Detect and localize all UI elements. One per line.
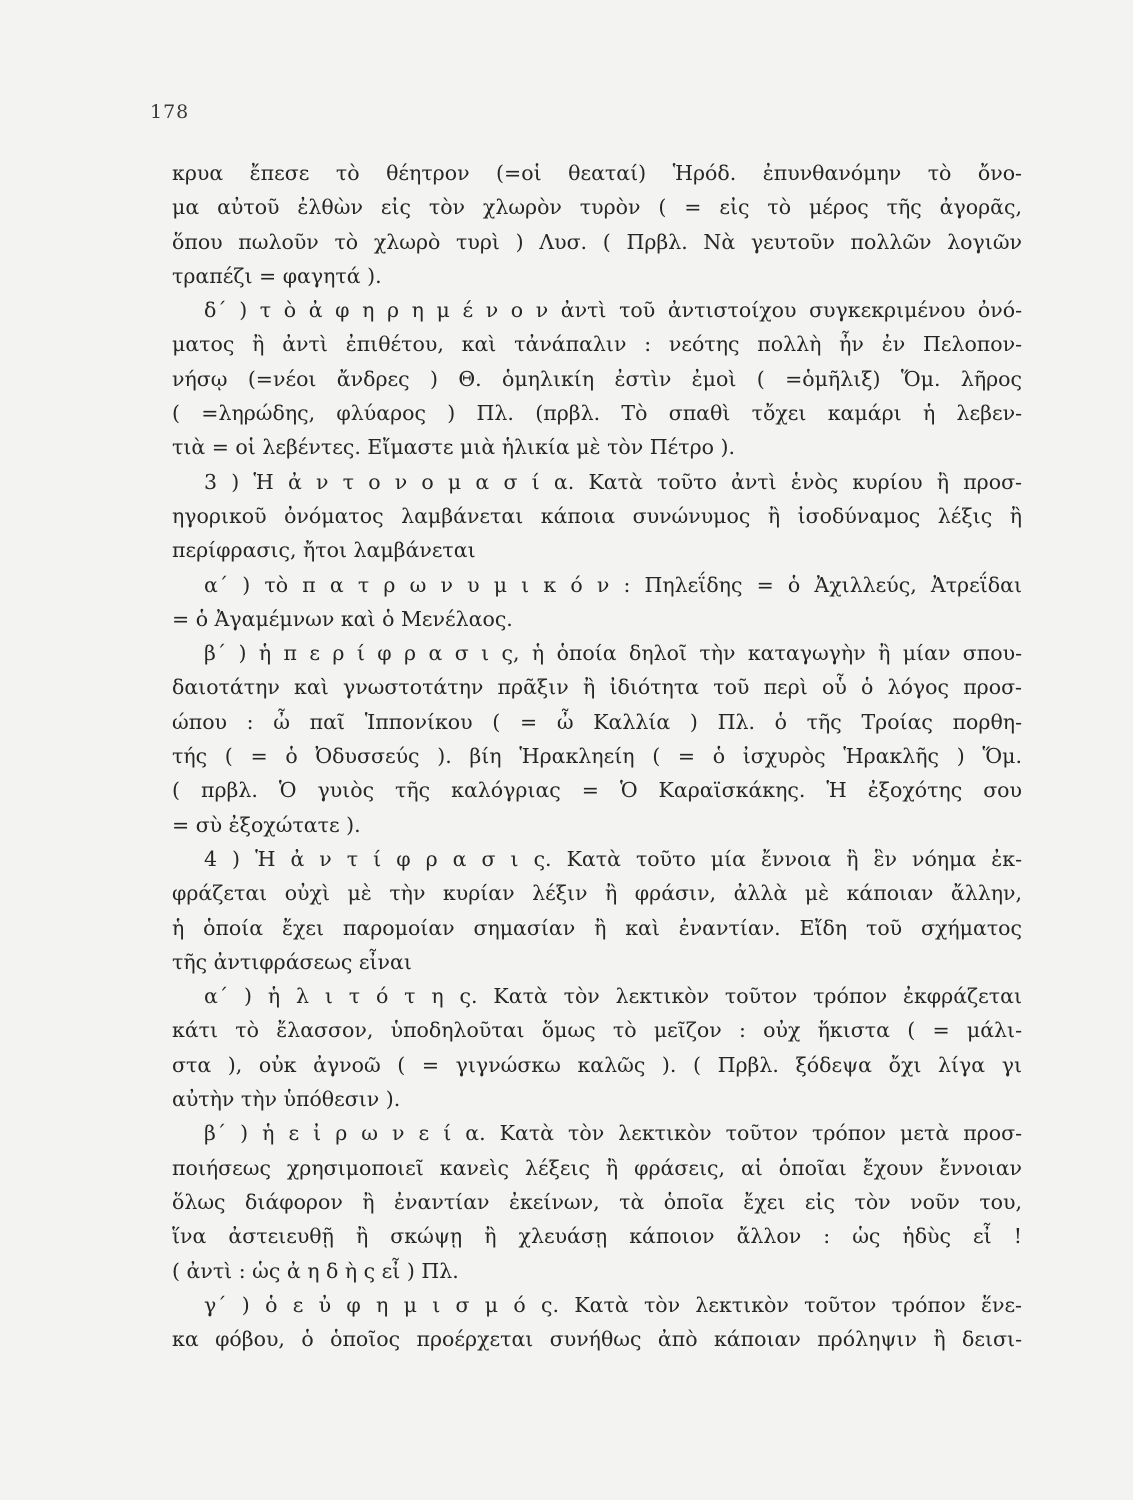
text-line: ( =ληρώδης, φλύαρος ) Πλ. (πρβλ. Τὸ σπαθὶ τὄχει καμάρι ἡ λεβεν-	[172, 401, 1022, 426]
text-line: ὅπου πωλοῦν τὸ χλωρὸ τυρὶ ) Λυσ. ( Πρβλ. Νὰ γευτοῦν πολλῶν λογιῶν	[172, 229, 1022, 254]
text-line: 3 ) Ἡ ἀ ν τ ο ν ο μ α σ ί α. Κατὰ τοῦτο ἀντὶ ἑνὸς κυρίου ἢ προσ-	[204, 469, 1022, 494]
text-line: ώπου : ὦ παῖ Ἱππονίκου ( = ὦ Καλλία ) Πλ. ὁ τῆς Τροίας πορθη-	[172, 709, 1022, 734]
text-line: ὅλως διάφορον ἢ ἐναντίαν ἐκείνων, τὰ ὁποῖα ἔχει εἰς τὸν νοῦν του,	[172, 1189, 1022, 1214]
text-line: β´ ) ἡ π ε ρ ί φ ρ α σ ι ς, ἡ ὁποία δηλοῖ τὴν καταγωγὴν ἢ μίαν σπου-	[204, 641, 1022, 666]
text-line: μα αὐτοῦ ἐλθὼν εἰς τὸν χλωρὸν τυρὸν ( = εἰς τὸ μέρος τῆς ἀγορᾶς,	[172, 195, 1022, 220]
text-line: αὐτὴν τὴν ὑπόθεσιν ).	[172, 1087, 401, 1112]
text-line: τῆς ἀντιφράσεως εἶναι	[172, 949, 412, 974]
text-line: ἡ ὁποία ἔχει παρομοίαν σημασίαν ἢ καὶ ἐναντίαν. Εἴδη τοῦ σχήματος	[172, 915, 1022, 940]
text-line: δαιοτάτην καὶ γνωστοτάτην πρᾶξιν ἢ ἰδιότητα τοῦ περὶ οὗ ὁ λόγος προσ-	[172, 675, 1022, 700]
text-line: δ´ ) τ ὸ ἀ φ η ρ η μ έ ν ο ν ἀντὶ τοῦ ἀντιστοίχου συγκεκριμένου ὀνό-	[204, 298, 1022, 323]
text-line: τιὰ = οἱ λεβέντες. Εἴμαστε μιὰ ἡλικία μὲ τὸν Πέτρο ).	[172, 435, 735, 460]
text-line: γ´ ) ὁ ε ὐ φ η μ ι σ μ ό ς. Κατὰ τὸν λεκτικὸν τοῦτον τρόπον ἕνε-	[204, 1292, 1022, 1317]
text-line: ( ἀντὶ : ὡς ἀ η δ ὴ ς εἶ ) Πλ.	[172, 1258, 459, 1283]
text-line: 4 ) Ἡ ἀ ν τ ί φ ρ α σ ι ς. Κατὰ τοῦτο μία ἔννοια ἢ ἓν νόημα ἐκ-	[204, 846, 1022, 871]
text-line: κάτι τὸ ἔλασσον, ὑποδηλοῦται ὅμως τὸ μεῖζον : οὐχ ἥκιστα ( = μάλι-	[172, 1018, 1022, 1043]
text-line: = σὺ ἐξοχώτατε ).	[172, 812, 361, 837]
page-number: 178	[150, 101, 190, 123]
text-line: τραπέζι = φαγητά ).	[172, 263, 382, 288]
text-line: ματος ἢ ἀντὶ ἐπιθέτου, καὶ τἀνάπαλιν : νεότης πολλὴ ἦν ἐν Πελοπον-	[172, 332, 1022, 357]
text-line: ηγορικοῦ ὀνόματος λαμβάνεται κάποια συνώνυμος ἢ ἰσοδύναμος λέξις ἢ	[172, 503, 1022, 528]
text-line: β´ ) ἡ ε ἰ ρ ω ν ε ί α. Κατὰ τὸν λεκτικὸν τοῦτον τρόπον μετὰ προσ-	[204, 1121, 1022, 1146]
text-line: = ὁ Ἀγαμέμνων καὶ ὁ Μενέλαος.	[172, 606, 513, 631]
text-line: α´ ) τὸ π α τ ρ ω ν υ μ ι κ ό ν : Πηλεΐδης = ὁ Ἀχιλλεύς, Ἀτρεΐδαι	[204, 572, 1022, 597]
text-line: φράζεται οὐχὶ μὲ τὴν κυρίαν λέξιν ἢ φράσιν, ἀλλὰ μὲ κάποιαν ἄλλην,	[172, 881, 1022, 906]
text-line: κα φόβου, ὁ ὁποῖος προέρχεται συνήθως ἀπὸ κάποιαν πρόληψιν ἢ δεισι-	[172, 1327, 1022, 1352]
text-line: τής ( = ὁ Ὀδυσσεύς ). βίη Ἡρακληείη ( = ὁ ἰσχυρὸς Ἡρακλῆς ) Ὅμ.	[172, 744, 1022, 769]
text-line: ἵνα ἀστειευθῇ ἢ σκώψῃ ἢ χλευάσῃ κάποιον ἄλλον : ὡς ἡδὺς εἶ !	[172, 1224, 1022, 1249]
text-line: α´ ) ἡ λ ι τ ό τ η ς. Κατὰ τὸν λεκτικὸν τοῦτον τρόπον ἐκφράζεται	[204, 984, 1022, 1009]
text-line: περίφρασις, ἤτοι λαμβάνεται	[172, 538, 476, 563]
text-line: νήσῳ (=νέοι ἄνδρες ) Θ. ὁμηλικίη ἐστὶν ἐμοὶ ( =ὁμῆλιξ) Ὅμ. λῆρος	[172, 366, 1022, 391]
text-line: ( πρβλ. Ὁ γυιὸς τῆς καλόγριας = Ὁ Καραϊσκάκης. Ἡ ἐξοχότης σου	[172, 778, 1022, 803]
text-line: κρυα ἔπεσε τὸ θέητρον (=οἱ θεαταί) Ἡρόδ. ἐπυνθανόμην τὸ ὄνο-	[172, 161, 1022, 185]
text-line: ποιήσεως χρησιμοποιεῖ κανεὶς λέξεις ἢ φράσεις, αἱ ὁποῖαι ἔχουν ἔννοιαν	[172, 1155, 1022, 1180]
body-text	[172, 156, 1022, 1356]
text-line: στα ), οὐκ ἀγνοῶ ( = γιγνώσκω καλῶς ). ( Πρβλ. ξόδεψα ὄχι λίγα γι	[172, 1052, 1022, 1077]
